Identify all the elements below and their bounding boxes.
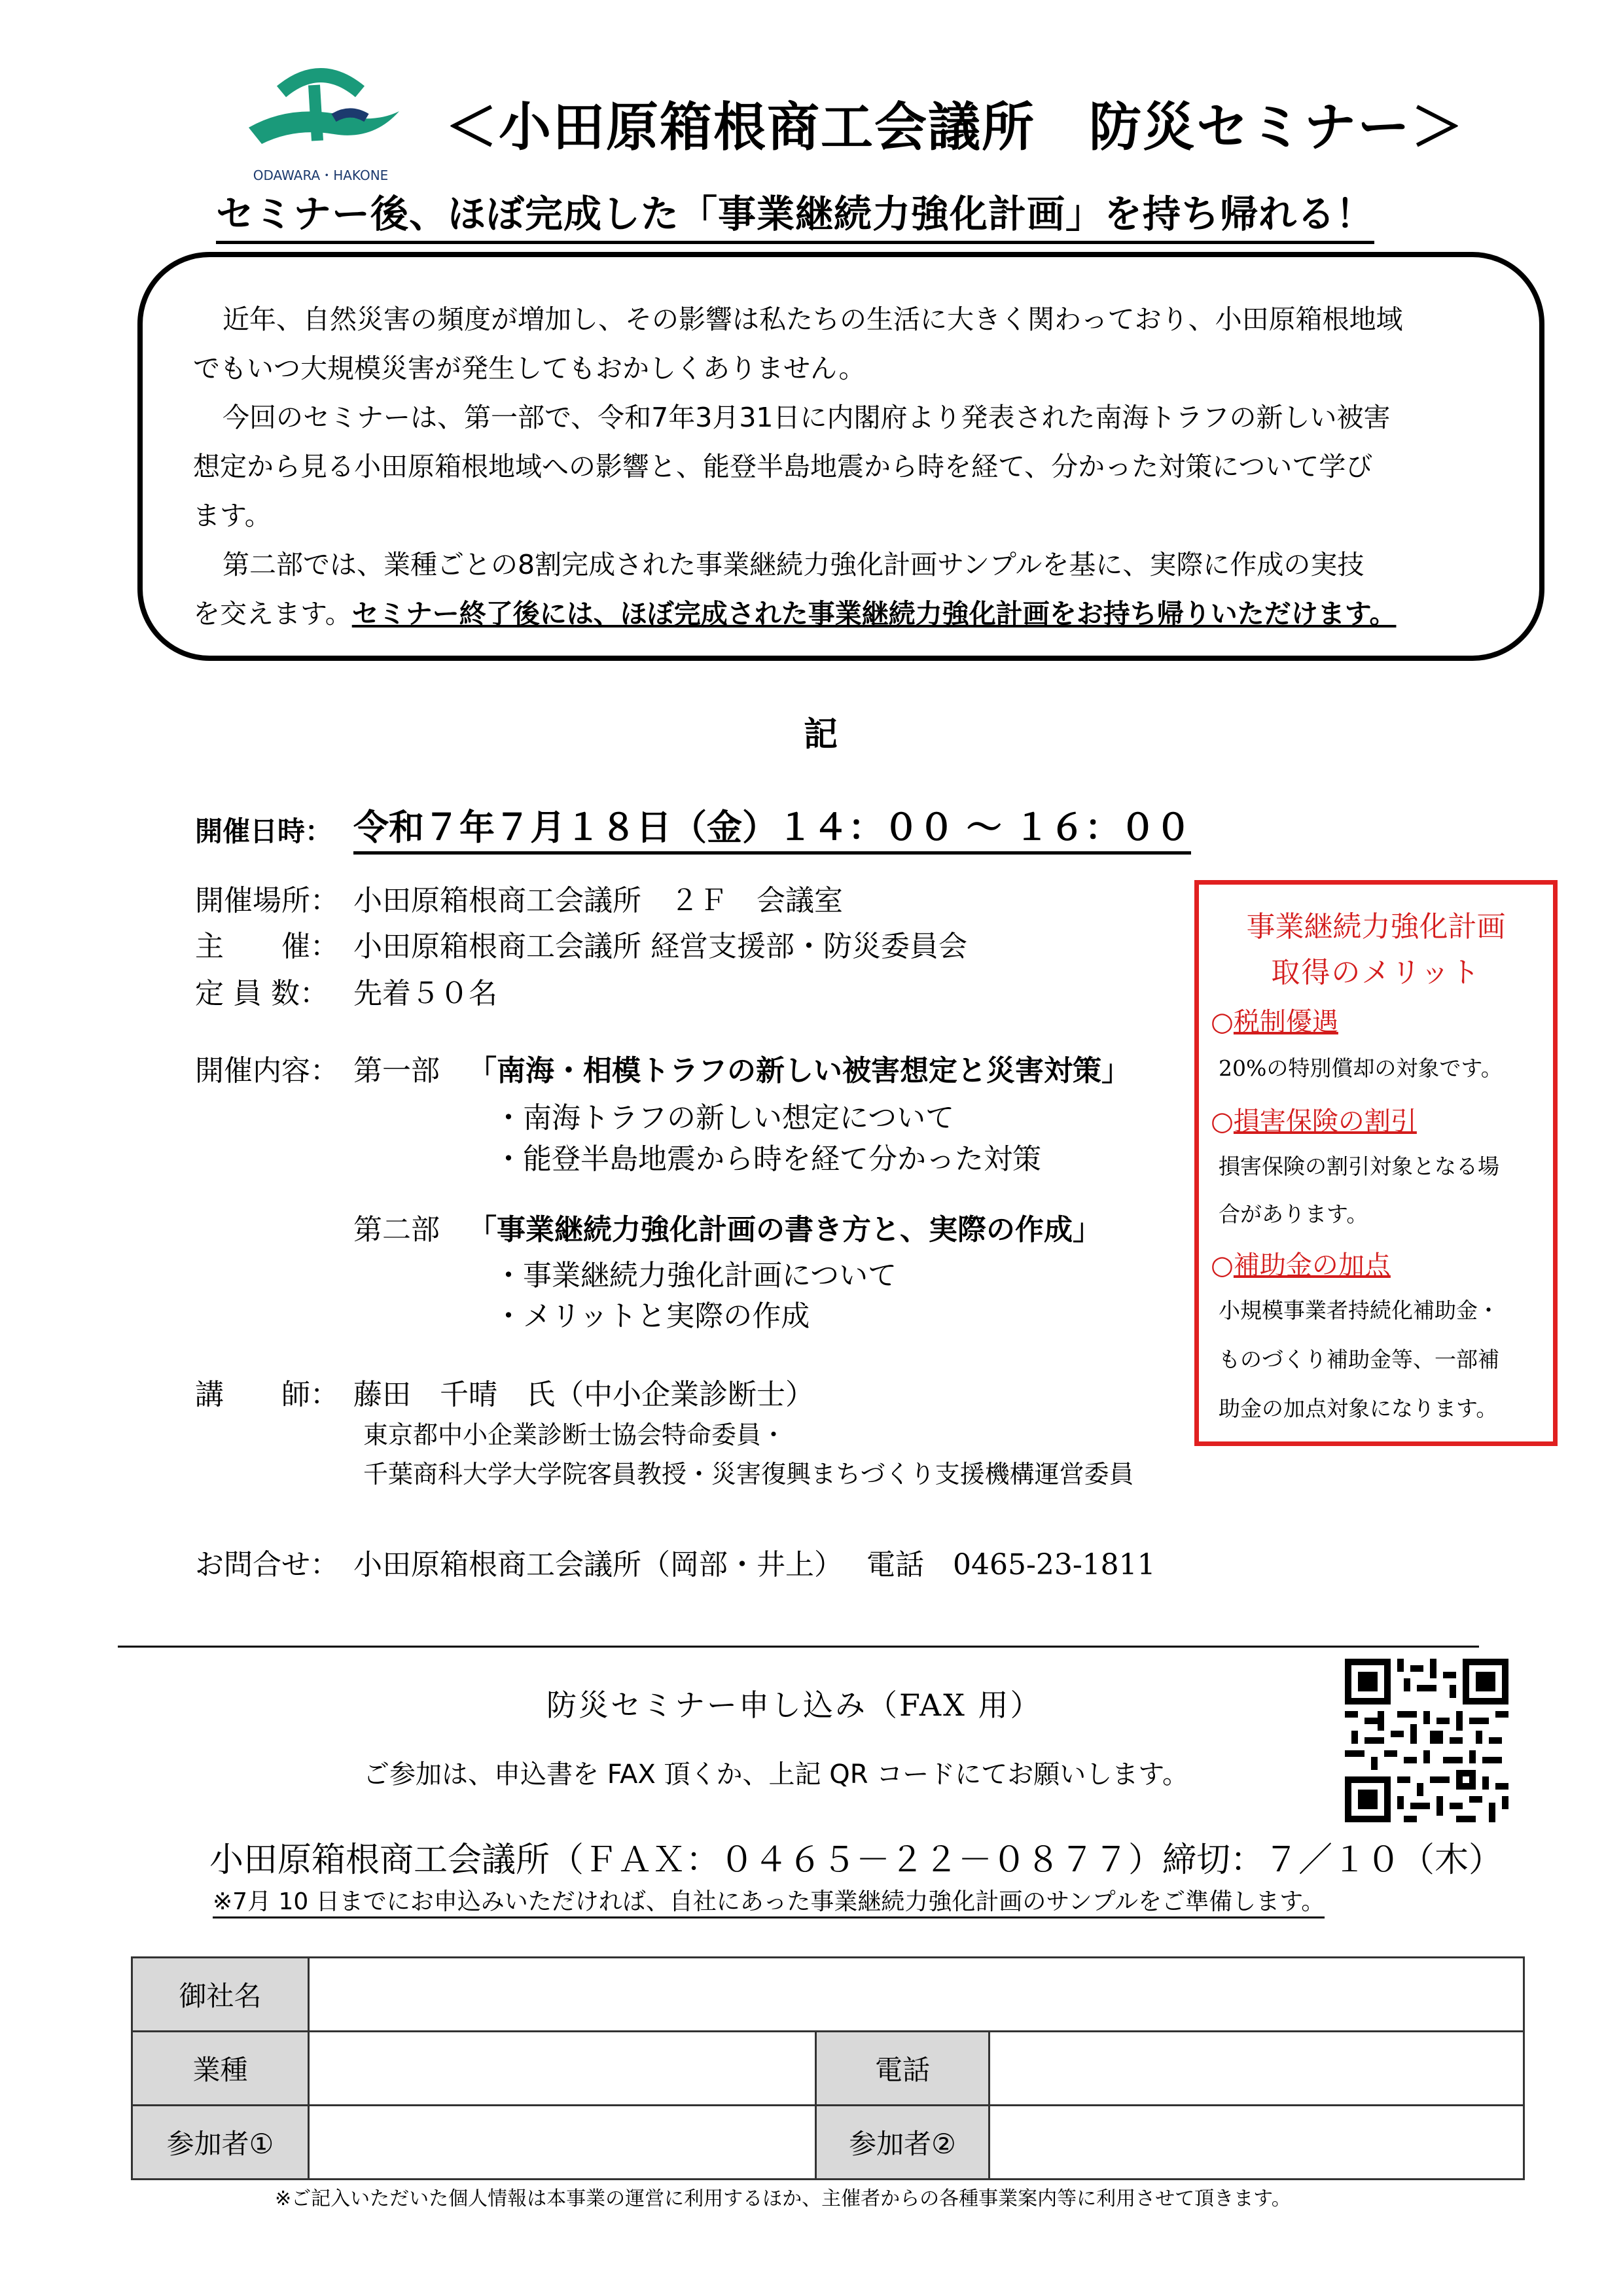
section-divider xyxy=(118,1646,1479,1648)
capacity-value: 先着５０名 xyxy=(353,977,497,1010)
intro-line: 今回のセミナーは、第一部で、令和7年3月31日に内閣府より発表された南海トラフの新しい被害 xyxy=(223,402,1391,433)
merit-box xyxy=(1194,880,1558,1446)
merit-title-text: 税制優遇 xyxy=(1233,1007,1338,1037)
participant2-label: 参加者② xyxy=(816,2106,990,2180)
fax-deadline-note: ※7月 10 日までにお申込みいただければ、自社にあった事業継続力強化計画のサンプルをご準備します。 xyxy=(213,1883,1325,1918)
contact-value: 小田原箱根商工会議所（岡部・井上） 電話 0465-23-1811 xyxy=(353,1548,1156,1581)
lecturer-role: 東京都中小企業診断士協会特命委員・ xyxy=(363,1421,787,1449)
merit-mark: ○ xyxy=(1211,1106,1234,1137)
intro-line: ます。 xyxy=(193,500,272,531)
datetime-value: 令和７年７月１８日（金）１４：００ ～ １６：００ xyxy=(353,800,1191,855)
merit-title-text: 補助金の加点 xyxy=(1233,1250,1391,1280)
form-row xyxy=(132,1958,1524,2032)
participant1-label: 参加者① xyxy=(132,2106,309,2180)
lecturer-value: 藤田 千晴 氏（中小企業診断士） xyxy=(353,1378,814,1411)
part1-item: ・能登半島地震から時を経て分かった対策 xyxy=(494,1142,1041,1176)
merit-item-title xyxy=(1211,1101,1417,1138)
privacy-note: ※ご記入いただいた個人情報は本事業の運営に利用するほか、主催者からの各種事業案内等に利用させて頂きます。 xyxy=(275,2187,1291,2210)
application-title: 防災セミナー申し込み（FAX 用） xyxy=(546,1687,1043,1723)
application-form xyxy=(131,1956,1525,2180)
part2-item: ・事業継続力強化計画について xyxy=(494,1259,897,1292)
intro-line: でもいつ大規模災害が発生してもおかしくありません。 xyxy=(193,353,866,384)
part2-item: ・メリットと実際の作成 xyxy=(494,1299,810,1333)
participant1-field[interactable] xyxy=(309,2106,816,2180)
form-row xyxy=(132,2032,1524,2106)
venue-value: 小田原箱根商工会議所 ２Ｆ 会議室 xyxy=(353,884,843,917)
capacity-label: 定 員 数： xyxy=(195,977,329,1010)
merit-item-text: 助金の加点対象になります。 xyxy=(1219,1396,1498,1421)
intro-emphasis: セミナー終了後には、ほぼ完成された事業継続力強化計画をお持ち帰りいただけます。 xyxy=(351,598,1397,629)
merit-item-text: 合があります。 xyxy=(1219,1201,1368,1227)
page-title: ＜小田原箱根商工会議所 防災セミナー＞ xyxy=(445,97,1465,158)
company-label: 御社名 xyxy=(132,1958,309,2032)
part1-item: ・南海トラフの新しい想定について xyxy=(494,1101,955,1135)
intro-last-prefix: を交えます。 xyxy=(193,598,352,629)
industry-label: 業種 xyxy=(132,2032,309,2106)
form-row xyxy=(132,2106,1524,2180)
fax-number-line: 小田原箱根商工会議所（ＦＡＸ：０４６５－２２－０８７７）締切：７／１０（木） xyxy=(209,1841,1503,1880)
host-value: 小田原箱根商工会議所 経営支援部・防災委員会 xyxy=(353,930,967,963)
merit-mark: ○ xyxy=(1211,1007,1234,1037)
merit-item-title xyxy=(1211,1001,1338,1038)
merit-mark: ○ xyxy=(1211,1250,1234,1280)
ki-heading: 記 xyxy=(804,715,838,754)
intro-line: 想定から見る小田原箱根地域への影響と、能登半島地震から時を経て、分かった対策について学び xyxy=(193,451,1373,482)
odawara-hakone-logo xyxy=(236,56,406,186)
merit-item-title xyxy=(1211,1245,1391,1282)
content-label: 開催内容： xyxy=(195,1054,339,1087)
participant2-field[interactable] xyxy=(990,2106,1524,2180)
merit-heading: 事業継続力強化計画 xyxy=(1246,910,1506,944)
page-subtitle: セミナー後、ほぼ完成した「事業継続力強化計画」を持ち帰れる！ xyxy=(216,183,1374,244)
merit-item-text: 小規模事業者持続化補助金・ xyxy=(1219,1298,1499,1323)
part2-label: 第二部 xyxy=(353,1213,440,1246)
intro-line: 第二部では、業種ごとの8割完成された事業継続力強化計画サンプルを基に、実際に作成の実技 xyxy=(223,549,1364,580)
merit-heading: 取得のメリット xyxy=(1271,956,1481,989)
company-field[interactable] xyxy=(309,1958,1524,2032)
phone-label: 電話 xyxy=(816,2032,990,2106)
merit-item-text: ものづくり補助金等、一部補 xyxy=(1219,1347,1499,1372)
lecturer-label: 講 師： xyxy=(195,1378,339,1411)
part1-label: 第一部 xyxy=(353,1054,440,1087)
venue-label: 開催場所： xyxy=(195,884,339,917)
part1-title: 「南海・相模トラフの新しい被害想定と災害対策」 xyxy=(468,1054,1130,1087)
lecturer-role: 千葉商科大学大学院客員教授・災害復興まちづくり支援機構運営委員 xyxy=(363,1460,1134,1489)
intro-line: 近年、自然災害の頻度が増加し、その影響は私たちの生活に大きく関わっており、小田原箱根地域 xyxy=(223,304,1403,335)
merit-title-text: 損害保険の割引 xyxy=(1233,1106,1417,1137)
phone-field[interactable] xyxy=(990,2032,1524,2106)
intro-line-last xyxy=(193,592,1396,631)
part2-title: 「事業継続力強化計画の書き方と、実際の作成」 xyxy=(468,1213,1101,1246)
merit-item-text: 損害保険の割引対象となる場 xyxy=(1219,1154,1499,1179)
datetime-label: 開催日時： xyxy=(195,815,333,847)
logo-text: ODAWARA・HAKONE xyxy=(253,168,389,183)
qr-code[interactable] xyxy=(1345,1659,1508,1822)
industry-field[interactable] xyxy=(309,2032,816,2106)
merit-item-text: 20%の特別償却の対象です。 xyxy=(1219,1055,1503,1081)
host-label: 主 催： xyxy=(195,930,339,963)
application-note: ご参加は、申込書を FAX 頂くか、上記 QR コードにてお願いします。 xyxy=(363,1759,1189,1790)
contact-label: お問合せ： xyxy=(195,1548,339,1581)
